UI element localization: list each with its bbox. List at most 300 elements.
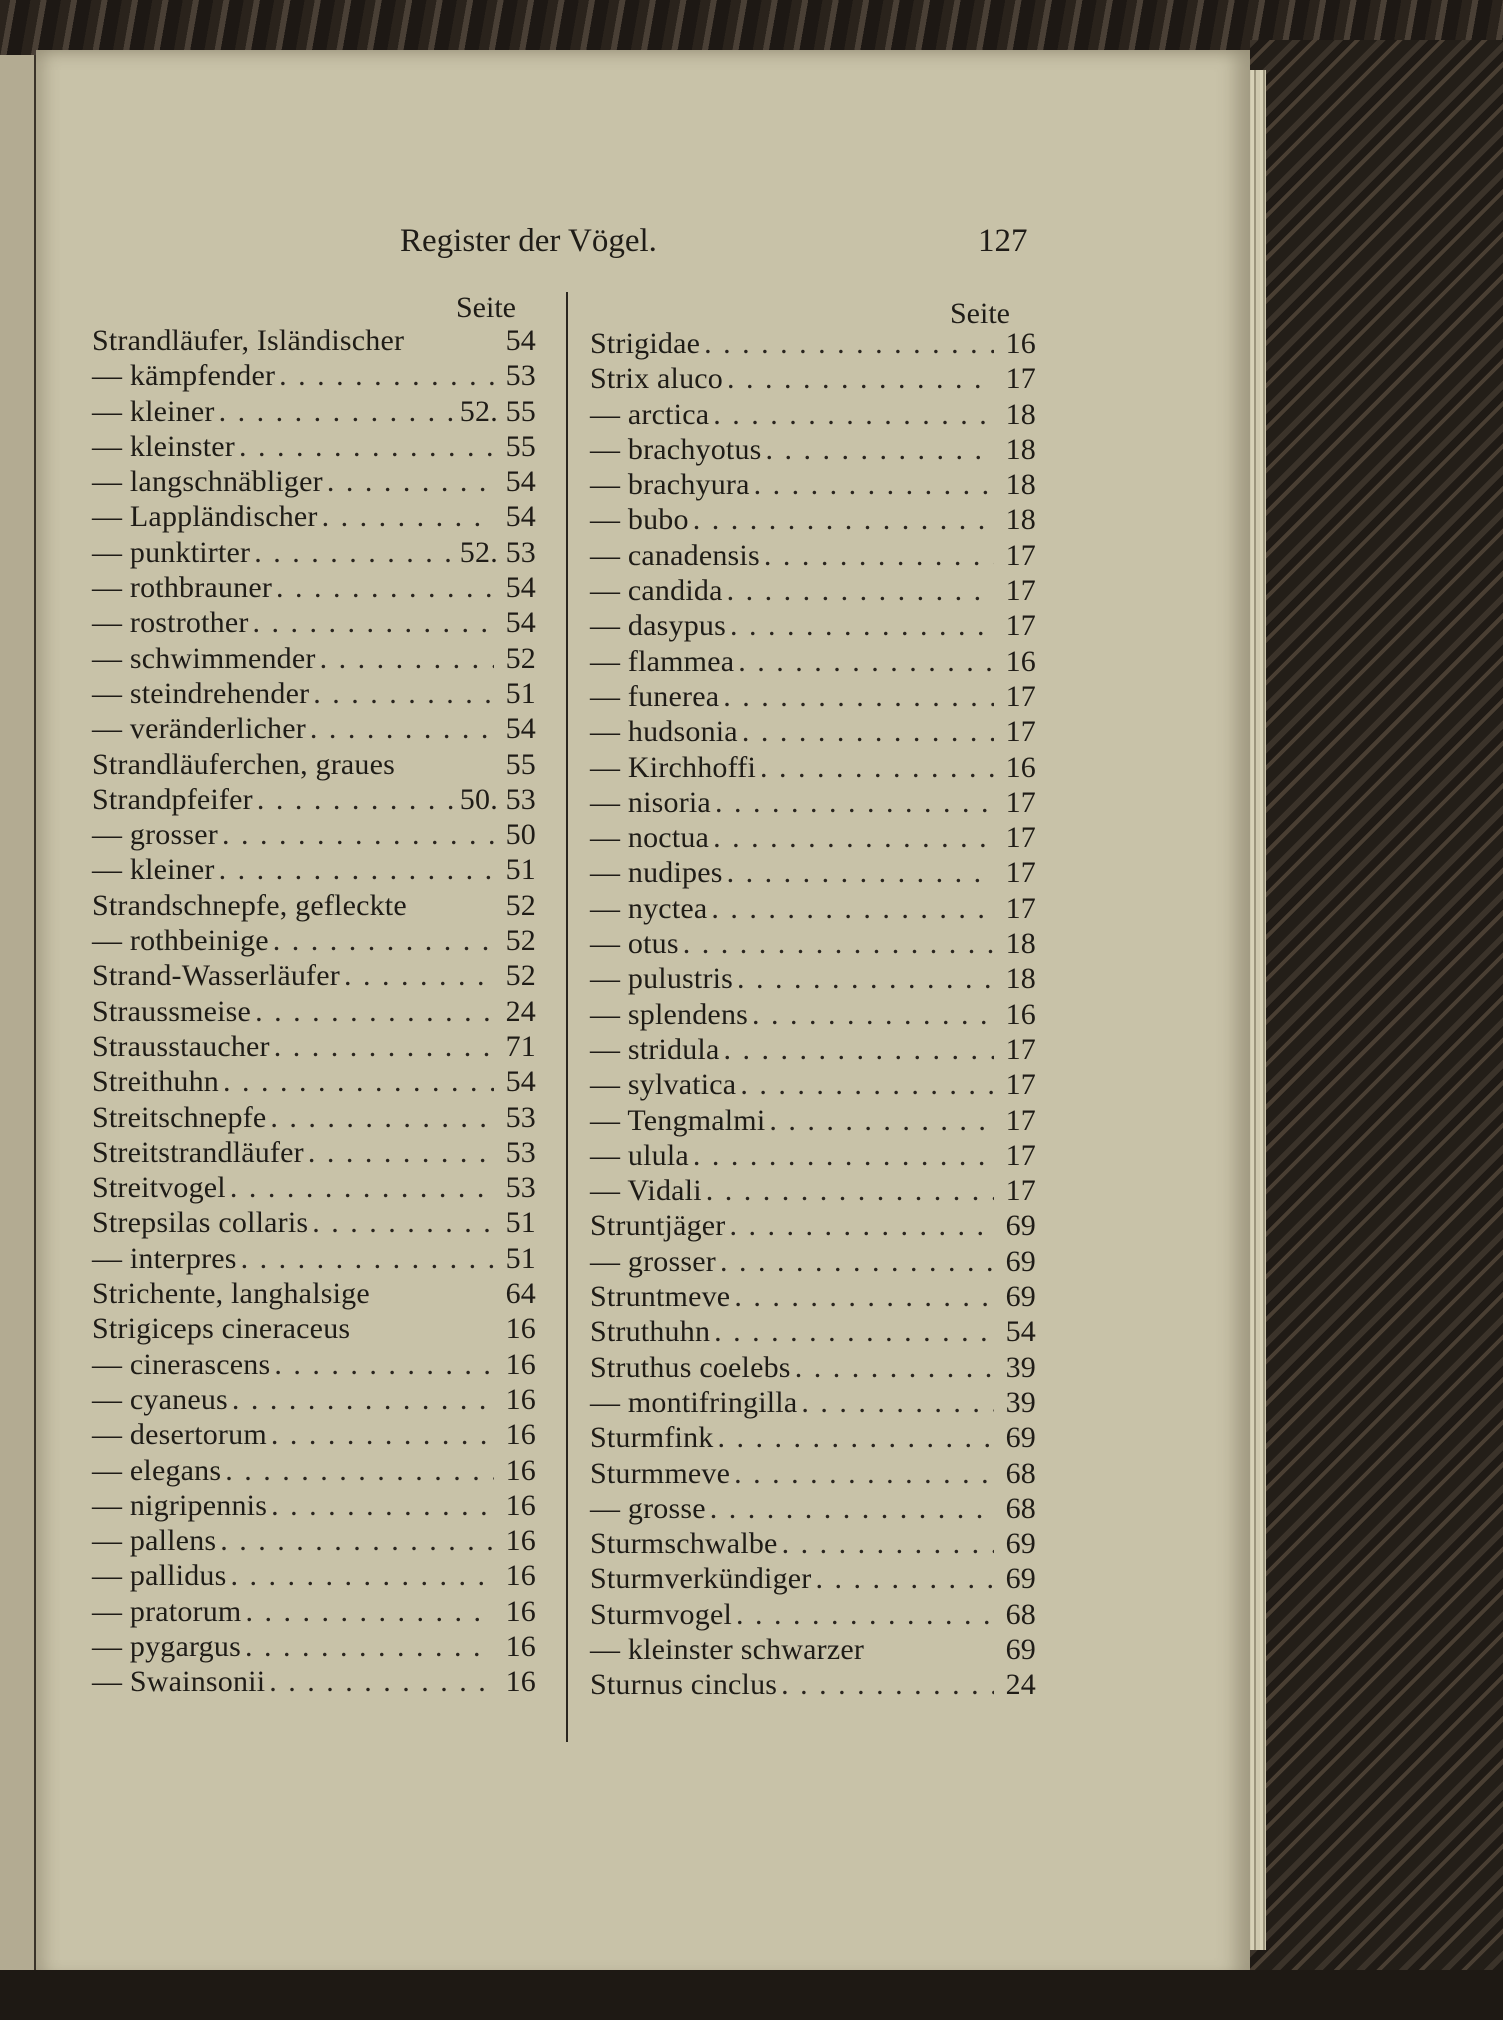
dot-leader [274,1348,494,1382]
entry-page: 69 [1005,1632,1036,1666]
dot-leader [713,398,994,432]
index-entry [92,1030,536,1065]
entry-page: 54 [505,606,536,640]
entry-page: 16 [505,1453,536,1487]
entry-page: 17 [1005,1032,1036,1066]
entry-page: 54 [505,1065,536,1099]
dot-leader [253,606,494,640]
index-entry [590,362,1036,397]
index-entry [590,1280,1036,1315]
book-bottom-edge [0,1970,1503,2020]
dot-leader [239,430,494,464]
entry-name: — kämpfender [92,359,276,393]
entry-name: — schwimmender [92,641,316,675]
index-entry [92,1171,536,1206]
index-entry [590,856,1036,891]
entry-name: — Swainsonii [92,1665,266,1699]
entry-page: 54 [505,571,536,605]
entry-name: — nisoria [590,785,711,819]
entry-name: Strausstaucher [92,1029,270,1063]
entry-page: 16 [505,1559,536,1593]
entry-page: 18 [1005,503,1036,537]
entry-name: — Tengmalmi [590,1103,766,1137]
entry-page: 51 [505,676,536,710]
entry-page: 64 [505,1277,536,1311]
entry-name: — kleinster schwarzer [590,1632,865,1666]
dot-leader [230,1171,494,1205]
index-entry [590,1457,1036,1492]
entry-page: 16 [505,1594,536,1628]
index-entry [590,1174,1036,1209]
index-entry [92,430,536,465]
dot-leader [257,783,456,817]
entry-page: 17 [1005,609,1036,643]
index-entry [590,1351,1036,1386]
entry-page: 52 [505,924,536,958]
dot-leader [219,395,456,429]
entry-page: 52 [505,641,536,675]
entry-page: 69 [1005,1527,1036,1561]
dot-leader [223,1065,494,1099]
entry-name: — interpres [92,1241,237,1275]
index-entry [590,1209,1036,1244]
page-number: 127 [978,223,1028,259]
dot-leader [279,359,494,393]
entry-name: — stridula [590,1032,720,1066]
index-entry [92,1277,536,1312]
dot-leader [714,1315,994,1349]
column-heading-right: Seite [950,297,1010,330]
index-entry [92,1630,536,1665]
index-entry [92,395,536,430]
entry-page: 53 [505,1171,536,1205]
entry-name: — flammea [590,644,735,678]
entry-name: — kleinster [92,429,236,463]
index-entry [590,1562,1036,1597]
entry-page: 17 [1005,821,1036,855]
index-entry [92,1595,536,1630]
entry-name: Streitstrandläufer [92,1135,304,1169]
entry-page: 69 [1005,1421,1036,1455]
dot-leader [816,1562,995,1596]
dot-leader [693,503,994,537]
dot-leader [801,1386,994,1420]
entry-name: — cyaneus [92,1382,228,1416]
entry-name: — punktirter [92,535,251,569]
index-entry [590,1598,1036,1633]
dot-leader [310,712,494,746]
entry-name: — nigripennis [92,1488,268,1522]
dot-leader [231,1559,495,1593]
index-entry [590,327,1036,362]
dot-leader [710,1492,994,1526]
entry-page: 39 [1005,1385,1036,1419]
index-entry [590,751,1036,786]
entry-page: 55 [505,429,536,463]
index-entry [590,1033,1036,1068]
index-entry [92,536,536,571]
index-entry [92,889,536,924]
entry-name: Streitschnepfe [92,1100,267,1134]
entry-name: — candida [590,574,723,608]
dot-leader [683,927,994,961]
entry-name: Sturmschwalbe [590,1527,778,1561]
index-entry [92,324,536,359]
entry-page: 17 [1005,891,1036,925]
dot-leader [730,1209,994,1243]
dot-leader [720,1245,994,1279]
index-entry [92,606,536,641]
dot-leader [219,853,494,887]
dot-leader [222,818,494,852]
entry-page: 51 [505,1241,536,1275]
index-entry [590,1421,1036,1456]
dot-leader [327,465,494,499]
entry-name: Strand-Wasserläufer [92,959,340,993]
entry-name: Sturmvogel [590,1597,732,1631]
entry-page: 54 [1005,1315,1036,1349]
entry-page: 53 [505,1100,536,1134]
index-entry [92,1101,536,1136]
entry-page: 18 [1005,397,1036,431]
entry-page: 24 [505,994,536,1028]
entry-name: Strigidae [590,327,701,360]
entry-page: 24 [1005,1668,1036,1702]
entry-name: — arctica [590,397,710,431]
index-entry [590,1104,1036,1139]
index-entry [92,1242,536,1277]
entry-name: Strandläufer, Isländischer [92,324,405,357]
index-entry [590,962,1036,997]
index-entry [590,1527,1036,1562]
dot-leader [241,1242,494,1276]
entry-page: 52. 53 [459,535,536,569]
entry-page: 16 [505,1312,536,1346]
entry-name: — kleiner [92,394,215,428]
dot-leader [276,571,494,605]
entry-name: — otus [590,927,679,961]
entry-name: Struntmeve [590,1280,731,1314]
dot-leader [711,892,994,926]
entry-page: 69 [1005,1562,1036,1596]
entry-name: — rostrother [92,606,249,640]
index-entry [92,500,536,535]
index-entry [590,574,1036,609]
entry-name: — bubo [590,503,689,537]
facing-page-edge [0,55,36,1990]
dot-leader [713,821,994,855]
entry-page: 69 [1005,1244,1036,1278]
entry-page: 16 [505,1418,536,1452]
index-entry [92,1418,536,1453]
index-entry [590,539,1036,574]
index-entry [92,959,536,994]
dot-leader [704,327,994,361]
entry-name: — pallens [92,1524,217,1558]
index-entry [590,998,1036,1033]
entry-name: — steindrehender [92,676,310,710]
dot-leader [730,609,994,643]
index-entry [92,1136,536,1171]
index-entry [590,1139,1036,1174]
index-entry [92,1348,536,1383]
index-entry [92,1524,536,1559]
entry-name: — grosser [590,1244,716,1278]
entry-name: — hudsonia [590,715,738,749]
entry-page: 16 [505,1488,536,1522]
dot-leader [740,1068,994,1102]
dot-leader [255,995,494,1029]
entry-page: 16 [1005,327,1036,360]
dot-leader [245,1630,494,1664]
index-entry [92,818,536,853]
entry-name: Straussmeise [92,994,252,1028]
entry-page: 71 [505,1029,536,1063]
entry-name: — funerea [590,679,720,713]
entry-name: — pratorum [92,1594,242,1628]
entry-name: Streitvogel [92,1171,226,1205]
index-entry [92,359,536,394]
index-entry [92,677,536,712]
index-entry [92,1065,536,1100]
index-entry [590,715,1036,750]
entry-name: Strigiceps cineraceus [92,1312,351,1346]
column-divider [566,292,568,1742]
dot-leader [723,680,994,714]
page-title: Register der Vögel. [400,223,657,259]
entry-name: — veränderlicher [92,712,306,746]
entry-page: 18 [1005,962,1036,996]
index-entry [590,609,1036,644]
entry-page: 53 [505,1135,536,1169]
index-column-left [92,324,536,1701]
entry-page: 68 [1005,1456,1036,1490]
entry-page: 17 [1005,856,1036,890]
entry-name: — noctua [590,821,710,855]
index-entry [590,503,1036,538]
dot-leader [312,1206,494,1240]
entry-page: 50. 53 [459,782,536,816]
index-entry [92,853,536,888]
entry-page: 51 [505,853,536,887]
entry-name: — rothbeinige [92,924,269,958]
entry-page: 17 [1005,1068,1036,1102]
entry-name: Sturmfink [590,1421,714,1455]
entry-name: — pulustris [590,962,734,996]
index-entry [590,645,1036,680]
entry-page: 16 [505,1382,536,1416]
entry-name: Struthuhn [590,1315,711,1349]
entry-name: — nudipes [590,856,723,890]
index-entry [92,571,536,606]
entry-name: Strandschnepfe, gefleckte [92,888,407,922]
dot-leader [742,715,994,749]
dot-leader [344,959,494,993]
index-entry [590,927,1036,962]
entry-page: 52. 55 [459,394,536,428]
entry-name: — ulula [590,1138,689,1172]
entry-page: 18 [1005,927,1036,961]
entry-name: Sturmverkündiger [590,1562,812,1596]
index-entry [590,786,1036,821]
index-entry [92,1489,536,1524]
entry-page: 51 [505,1206,536,1240]
dot-leader [313,677,494,711]
entry-name: Strepsilas collaris [92,1206,309,1240]
index-entry [590,1386,1036,1421]
entry-name: — pallidus [92,1559,227,1593]
entry-name: — Lappländischer [92,500,318,534]
entry-name: — rothbrauner [92,571,273,605]
dot-leader [736,1598,994,1632]
entry-page: 69 [1005,1209,1036,1243]
entry-page: 16 [1005,644,1036,678]
entry-name: — splendens [590,997,749,1031]
index-entry [92,1383,536,1418]
entry-page: 17 [1005,679,1036,713]
index-entry [92,1312,536,1347]
entry-page: 17 [1005,1174,1036,1208]
dot-leader [308,1136,494,1170]
dot-leader [273,924,494,958]
index-entry [590,821,1036,856]
entry-page: 17 [1005,785,1036,819]
index-column-right [590,327,1036,1704]
entry-page: 18 [1005,432,1036,466]
dot-leader [717,1421,994,1455]
dot-leader [727,362,994,396]
entry-page: 16 [505,1524,536,1558]
entry-page: 52 [505,888,536,922]
dot-leader [232,1383,494,1417]
index-entry [590,433,1036,468]
entry-name: — Kirchhoffi [590,750,756,784]
dot-leader [320,642,494,676]
entry-name: Streithuhn [92,1065,219,1099]
dot-leader [764,539,994,573]
index-entry [590,1633,1036,1668]
entry-page: 18 [1005,468,1036,502]
dot-leader [271,1489,494,1523]
dot-leader [715,786,994,820]
entry-name: Strandpfeifer [92,782,253,816]
entry-page: 16 [1005,997,1036,1031]
index-entry [92,465,536,500]
entry-page: 54 [505,500,536,534]
dot-leader [322,500,494,534]
dot-leader [693,1139,994,1173]
entry-page: 55 [505,747,536,781]
entry-name: — canadensis [590,538,760,572]
dot-leader [754,468,994,502]
entry-name: — pygargus [92,1629,241,1663]
entry-page: 54 [505,712,536,746]
dot-leader [795,1351,994,1385]
entry-page: 52 [505,959,536,993]
dot-leader [760,751,994,785]
entry-page: 17 [1005,1103,1036,1137]
entry-page: 16 [505,1665,536,1699]
entry-page: 54 [505,465,536,499]
entry-name: Strichente, langhalsige [92,1277,370,1311]
entry-name: Sturnus cinclus [590,1668,778,1702]
entry-page: 17 [1005,1138,1036,1172]
book-cover-marbled [1250,40,1503,2000]
index-entry [92,1559,536,1594]
entry-name: — brachyura [590,468,750,502]
dot-leader [781,1668,994,1702]
dot-leader [782,1527,994,1561]
index-entry [590,1245,1036,1280]
index-entry [92,748,536,783]
dot-leader [738,645,994,679]
dot-leader [769,1104,994,1138]
dot-leader [706,1174,994,1208]
entry-page: 69 [1005,1280,1036,1314]
index-entry [92,1665,536,1700]
entry-page: 68 [1005,1491,1036,1525]
entry-page: 17 [1005,362,1036,396]
dot-leader [220,1524,494,1558]
entry-page: 50 [505,818,536,852]
dot-leader [274,1030,494,1064]
column-heading-left: Seite [456,291,516,324]
entry-name: — grosse [590,1491,706,1525]
index-entry [92,783,536,818]
index-entry [92,924,536,959]
dot-leader [269,1665,494,1699]
dot-leader [271,1418,494,1452]
entry-page: 17 [1005,538,1036,572]
index-entry [92,1454,536,1489]
entry-name: — grosser [92,818,218,852]
entry-page: 16 [505,1629,536,1663]
index-entry [590,1315,1036,1350]
entry-name: Sturmmeve [590,1456,731,1490]
index-entry [590,398,1036,433]
index-entry [590,1668,1036,1703]
dot-leader [254,536,456,570]
entry-page: 53 [505,359,536,393]
entry-name: — elegans [92,1453,222,1487]
entry-name: — kleiner [92,853,215,887]
entry-name: — montifringilla [590,1385,798,1419]
dot-leader [727,856,994,890]
index-entry [590,892,1036,927]
entry-page: 16 [505,1347,536,1381]
index-entry [590,1492,1036,1527]
dot-leader [270,1101,494,1135]
entry-name: Strix aluco [590,362,724,396]
dot-leader [737,962,994,996]
entry-name: — Vidali [590,1174,702,1208]
dot-leader [734,1457,994,1491]
index-entry [92,642,536,677]
index-entry [590,1068,1036,1103]
index-entry [590,468,1036,503]
index-entry [92,995,536,1030]
entry-page: 16 [1005,750,1036,784]
dot-leader [727,574,994,608]
entry-name: Struthus coelebs [590,1350,791,1384]
index-entry [590,680,1036,715]
entry-name: — desertorum [92,1418,267,1452]
entry-name: — cinerascens [92,1347,271,1381]
entry-page: 68 [1005,1597,1036,1631]
index-entry [92,712,536,747]
entry-name: — sylvatica [590,1068,737,1102]
dot-leader [225,1454,494,1488]
